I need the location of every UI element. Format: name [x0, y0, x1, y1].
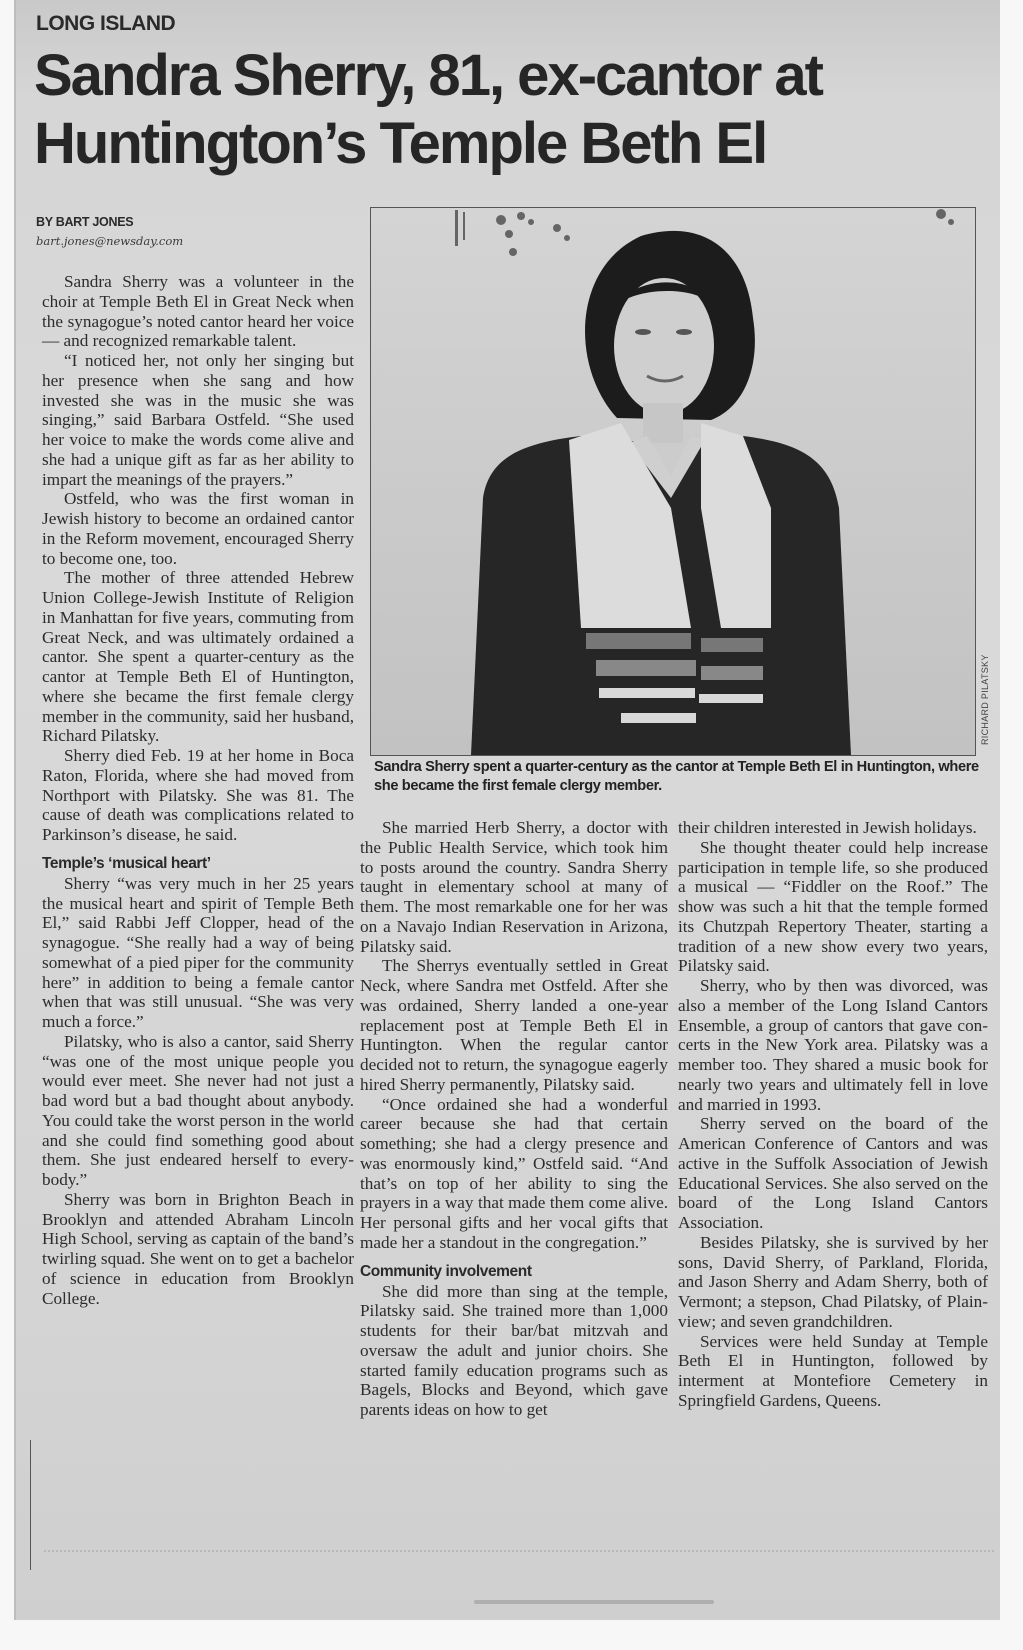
paragraph: She married Herb Sherry, a doctor with the Public Health Service, which took him to posts around the country. Sandra Sherry taught in elementary school at many of them. The most remarkable one for her was on a Navajo Indian Reservation in Arizona, Pilatsky said.	[360, 818, 668, 956]
article-column-3	[678, 818, 988, 1411]
subheading: Community involvement	[360, 1262, 532, 1280]
portrait-illustration	[371, 208, 975, 755]
subheading: Temple’s ‘musical heart’	[42, 854, 211, 872]
paragraph: The Sherrys eventually settled in Great Neck, where Sandra met Ostfeld. After she was ordained, Sherry landed a one-year replacement post at Temple Beth El in Huntington. When the regular cantor decided not to return, the synagogue eagerly hired Sherry permanently, Pilatsky said.	[360, 956, 668, 1094]
photo-caption: Sandra Sherry spent a quarter-century as the cantor at Temple Beth El in Huntington, where she became the first female clergy member.	[374, 759, 979, 794]
paragraph: Pilatsky, who is also a cantor, said Sherry “was one of the most unique people you would ever meet. She never had not just a bad word but a bad thought about anybody. You could take the worst person in the world and she could find something good about them. She just endeared herself to everybody.”	[42, 1031, 354, 1189]
paragraph: Sherry died Feb. 19 at her home in Boca Raton, Florida, where she had moved from Northport with Pilatsky. She was 81. The cause of death was complications related to Parkinson’s disease, he said.	[42, 746, 354, 844]
paragraph: “I noticed her, not only her singing but her presence when she sang and how invested she was in the music she was singing,” said Barbara Ostfeld. “She used her voice to make the words come alive and she had a unique gift as far as her ability to impart the meanings of the prayers.”	[42, 351, 354, 489]
section-label: LONG ISLAND	[36, 12, 176, 35]
paragraph: Sherry, who by then was divorced, was also a member of the Long Island Cantors Ensemble, a group of cantors that gave concerts in the New York area. Pilatsky was a member too. They shared a music book for nearly two years and ultimately fell in love and married in 1993.	[678, 976, 988, 1114]
paragraph: Besides Pilatsky, she is survived by her sons, David Sherry, of Parkland, Florida, and Jason Sherry and Adam Sherry, both of Vermont; a stepson, Chad Pilatsky, of Plainview; and seven grandchildren.	[678, 1232, 988, 1331]
photo-credit: RICHARD PILATSKY	[980, 654, 990, 745]
column-rule	[30, 1440, 31, 1570]
paragraph: “Once ordained she had a wonderful career because she had that certain something; she had a clergy presence and was enormously kind,” Ostfeld said. “And that’s on top of her ability to sing the prayers in a way that made them come alive. Her personal gifts and her vocal gifts that made her a standout in the congregation.”	[360, 1094, 668, 1252]
article-column-1	[42, 272, 354, 1308]
paragraph: Sandra Sherry was a volunteer in the choir at Temple Beth El in Great Neck when the synagogue’s noted cantor heard her voice — and recognized remarkable talent.	[42, 272, 354, 351]
article-photo	[370, 207, 976, 756]
face	[614, 278, 714, 414]
paragraph: Sherry was born in Brighton Beach in Brooklyn and attended Abraham Lincoln High School, serving as captain of the band’s twirling squad. She went on to get a bachelor of science in education from Brooklyn College.	[42, 1189, 354, 1308]
paragraph: Sherry “was very much in her 25 years the musical heart and spirit of Temple Beth El,” said Rabbi Jeff Clopper, head of the synagogue. “She really had a way of being somewhat of a pied piper for the community here” in addition to being a female cantor when that was still unusual. “She was very much a force.”	[42, 873, 354, 1031]
byline: BY BART JONES	[36, 215, 134, 229]
paragraph: Sherry served on the board of the American Conference of Cantors and was active in the Suffolk Association of Jewish Educational Services. She also served on the board of the Long Island Cantors Association.	[678, 1114, 988, 1232]
headline: Sandra Sherry, 81, ex-cantor at Huntington’s Temple Beth El	[34, 43, 822, 176]
dotted-divider	[44, 1550, 994, 1552]
paragraph: The mother of three attended Hebrew Union College-Jewish Institute of Religion in Manhattan for five years, commuting from Great Neck, and was ultimately ordained a cantor. She spent a quarter-century as the cantor at Temple Beth El of Huntington, where she became the first female clergy member in the community, said her husband, Richard Pilatsky.	[42, 568, 354, 746]
paragraph: their children interested in Jewish holidays.	[678, 818, 977, 837]
paragraph: She did more than sing at the temple, Pilatsky said. She trained more than 1,000 students for their bar/bat mitzvah and oversaw the adult and junior choirs. She started family education programs such as Bagels, Blocks and Beyond, which gave parents ideas on how to get	[360, 1281, 668, 1419]
paragraph: Ostfeld, who was the first woman in Jewish history to become an ordained cantor in the Reform movement, encouraged Sherry to become one, too.	[42, 489, 354, 568]
paragraph: Services were held Sunday at Temple Beth El in Huntington, followed by interment at Montefiore Cemetery in Springfield Gardens, Queens.	[678, 1331, 988, 1410]
article-column-2	[360, 818, 668, 1420]
author-email: bart.jones@newsday.com	[36, 234, 184, 248]
paragraph: She thought theater could help increase participation in temple life, so she produced a musical — “Fiddler on the Roof.” The show was such a hit that the temple formed its Chutzpah Repertory Theater, starting a tradition of a new show every two years, Pilatsky said.	[678, 837, 988, 976]
newspaper-clipping	[14, 0, 1000, 1620]
